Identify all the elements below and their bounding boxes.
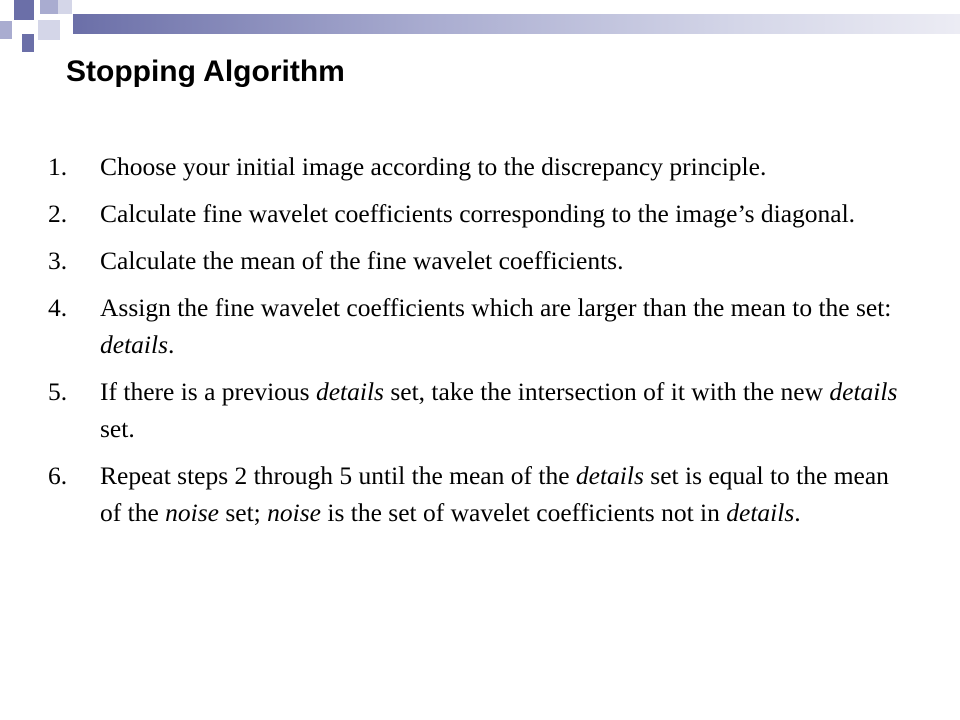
step-item [48, 195, 908, 232]
step-text-segment: set, take the intersection of it with the new [383, 377, 830, 406]
step-number: 6. [48, 461, 68, 490]
header-gradient-bar [73, 14, 960, 34]
step-item [48, 373, 908, 447]
step-item [48, 148, 908, 185]
slide-title: Stopping Algorithm [66, 55, 345, 88]
step-item [48, 289, 908, 363]
step-text-segment: set is equal to the mean of the [100, 461, 889, 527]
step-text [100, 293, 891, 359]
decor-square-3 [0, 21, 12, 39]
step-number: 1. [48, 152, 68, 181]
step-text [100, 461, 889, 527]
step-text-italic: details [315, 377, 384, 406]
step-text-segment: Choose your initial image according to the discrepancy principle. [100, 152, 767, 181]
decor-square-5 [38, 20, 60, 40]
step-text-segment: set. [100, 414, 135, 443]
step-text-segment: Assign the fine wavelet coefficients which are larger than the mean to the set: [100, 293, 892, 322]
decor-square-2 [40, 0, 58, 14]
decor-square-6 [58, 0, 72, 14]
step-number: 4. [48, 293, 68, 322]
step-text [100, 377, 897, 443]
step-text-segment: . [794, 498, 801, 527]
step-text-segment: Calculate fine wavelet coefficients corresponding to the image’s diagonal. [100, 199, 856, 228]
step-text [100, 152, 766, 181]
step-text-italic: details [829, 377, 898, 406]
step-text-italic: noise [165, 498, 219, 527]
step-number: 5. [48, 377, 68, 406]
step-text-segment: . [168, 330, 175, 359]
step-item [48, 457, 908, 531]
step-text-segment: set; [218, 498, 268, 527]
step-text-italic: details [575, 461, 644, 490]
step-text [100, 199, 855, 228]
step-text-segment: Calculate the mean of the fine wavelet coefficients. [100, 246, 624, 275]
step-text-segment: If there is a previous [100, 377, 316, 406]
step-text-italic: noise [267, 498, 321, 527]
decor-square-1 [14, 0, 34, 20]
step-number: 2. [48, 199, 68, 228]
step-text [100, 246, 623, 275]
step-item [48, 242, 908, 279]
step-text-segment: Repeat steps 2 through 5 until the mean of the [100, 461, 576, 490]
step-text-segment: is the set of wavelet coefficients not in [320, 498, 727, 527]
decor-square-4 [22, 34, 34, 52]
step-text-italic: details [726, 498, 795, 527]
step-text-italic: details [100, 330, 168, 359]
steps-list [48, 148, 908, 541]
step-number: 3. [48, 246, 68, 275]
